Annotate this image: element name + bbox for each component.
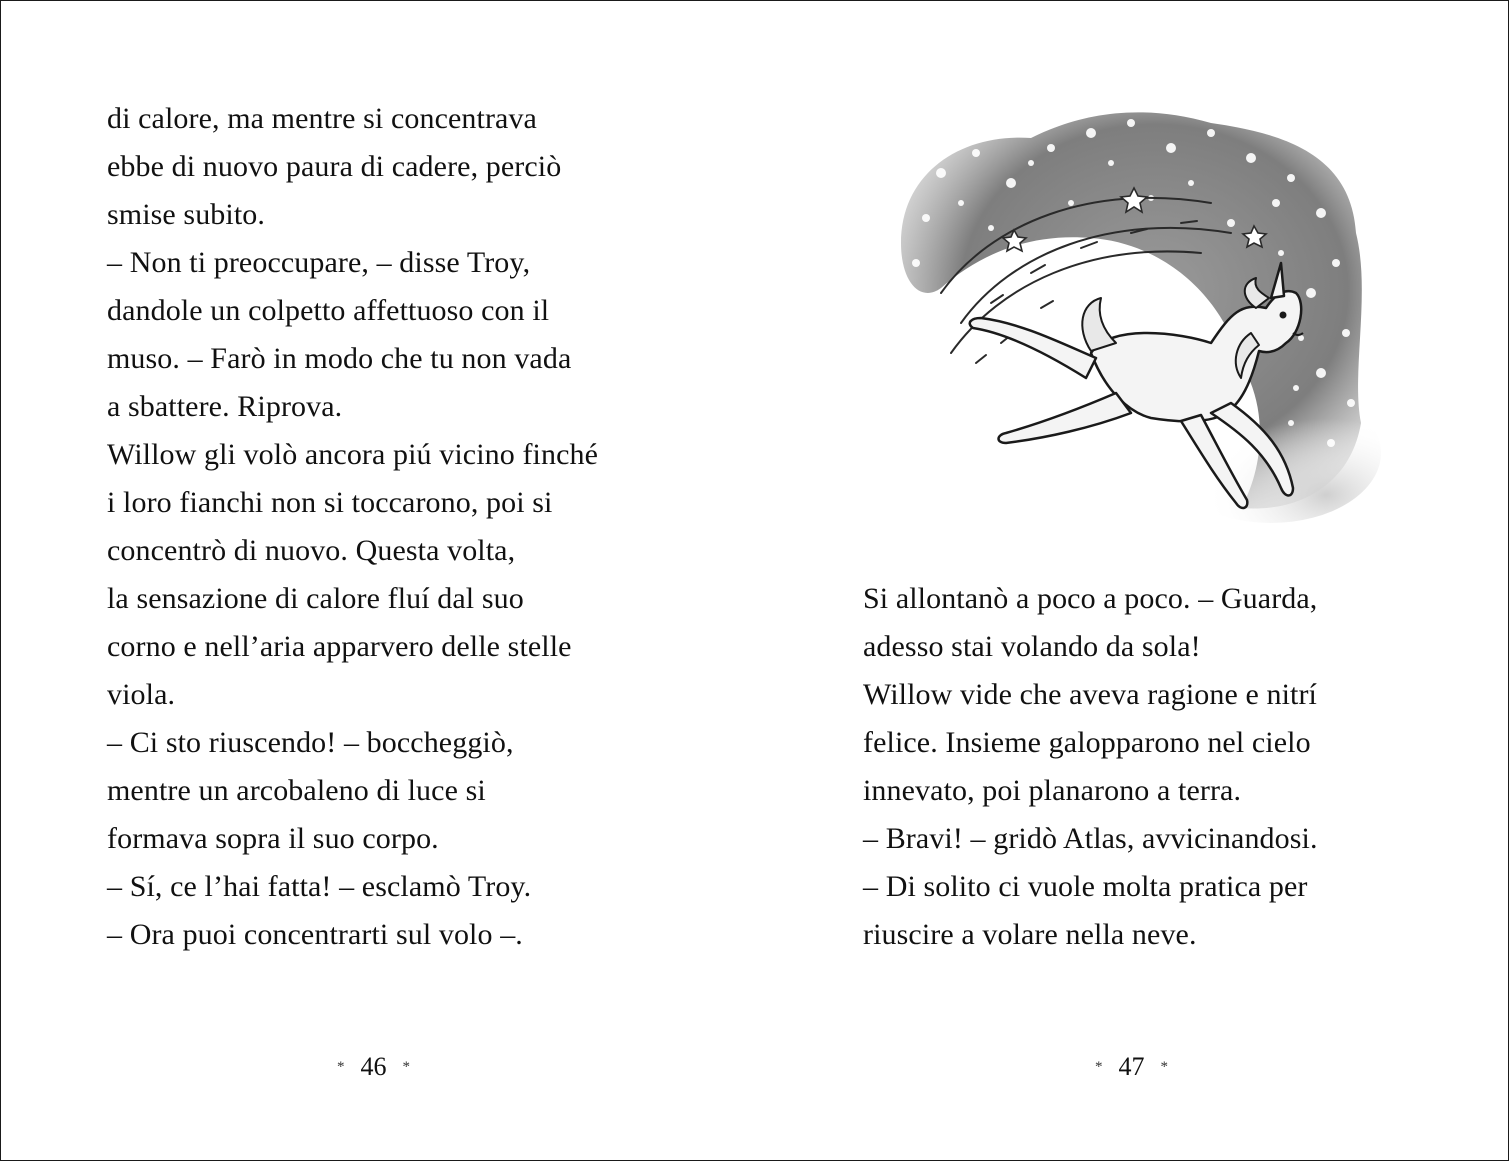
text-line: Willow vide che aveva ragione e nitrí <box>863 678 1317 711</box>
text-line: concentrò di nuovo. Questa volta, <box>107 534 516 567</box>
right-page <box>755 1 1510 1162</box>
left-page-text <box>107 95 707 959</box>
star-ornament-icon: * <box>1160 1059 1168 1075</box>
text-line: dandole un colpetto affettuoso con il <box>107 294 550 327</box>
text-line: riuscire a volare nella neve. <box>863 918 1197 951</box>
text-line: a sbattere. Riprova. <box>107 390 343 423</box>
text-line: Willow gli volò ancora piú vicino finché <box>107 438 599 471</box>
text-line: smise subito. <box>107 198 265 231</box>
text-line: ebbe di nuovo paura di cadere, perciò <box>107 150 562 183</box>
text-line: la sensazione di calore fluí dal suo <box>107 582 524 615</box>
text-line: viola. <box>107 678 176 711</box>
unicorn-icon <box>881 93 1381 533</box>
star-ornament-icon: * <box>337 1059 345 1075</box>
text-line: – Bravi! – gridò Atlas, avvicinandosi. <box>863 822 1318 855</box>
page-number: 47 <box>1118 1052 1145 1081</box>
page-number-footer <box>337 1049 410 1085</box>
page-number-footer <box>1095 1049 1168 1085</box>
text-line: corno e nell’aria apparvero delle stelle <box>107 630 572 663</box>
text-line: – Di solito ci vuole molta pratica per <box>863 870 1308 903</box>
star-ornament-icon: * <box>402 1059 410 1075</box>
text-line: – Ci sto riuscendo! – boccheggiò, <box>107 726 514 759</box>
text-line: – Non ti preoccupare, – disse Troy, <box>107 246 531 279</box>
text-line: di calore, ma mentre si concentrava <box>107 102 537 135</box>
right-page-text <box>863 575 1463 959</box>
star-ornament-icon: * <box>1095 1059 1103 1075</box>
text-line: i loro fianchi non si toccarono, poi si <box>107 486 553 519</box>
text-line: formava sopra il suo corpo. <box>107 822 439 855</box>
text-line: mentre un arcobaleno di luce si <box>107 774 486 807</box>
text-line: Si allontanò a poco a poco. – Guarda, <box>863 582 1318 615</box>
text-line: adesso stai volando da sola! <box>863 630 1201 663</box>
page-number: 46 <box>360 1052 387 1081</box>
text-line: – Ora puoi concentrarti sul volo –. <box>107 918 523 951</box>
text-line: felice. Insieme galopparono nel cielo <box>863 726 1311 759</box>
flying-unicorn-illustration <box>881 93 1381 533</box>
left-page <box>1 1 755 1162</box>
text-line: – Sí, ce l’hai fatta! – esclamò Troy. <box>107 870 532 903</box>
text-line: innevato, poi planarono a terra. <box>863 774 1242 807</box>
text-line: muso. – Farò in modo che tu non vada <box>107 342 572 375</box>
